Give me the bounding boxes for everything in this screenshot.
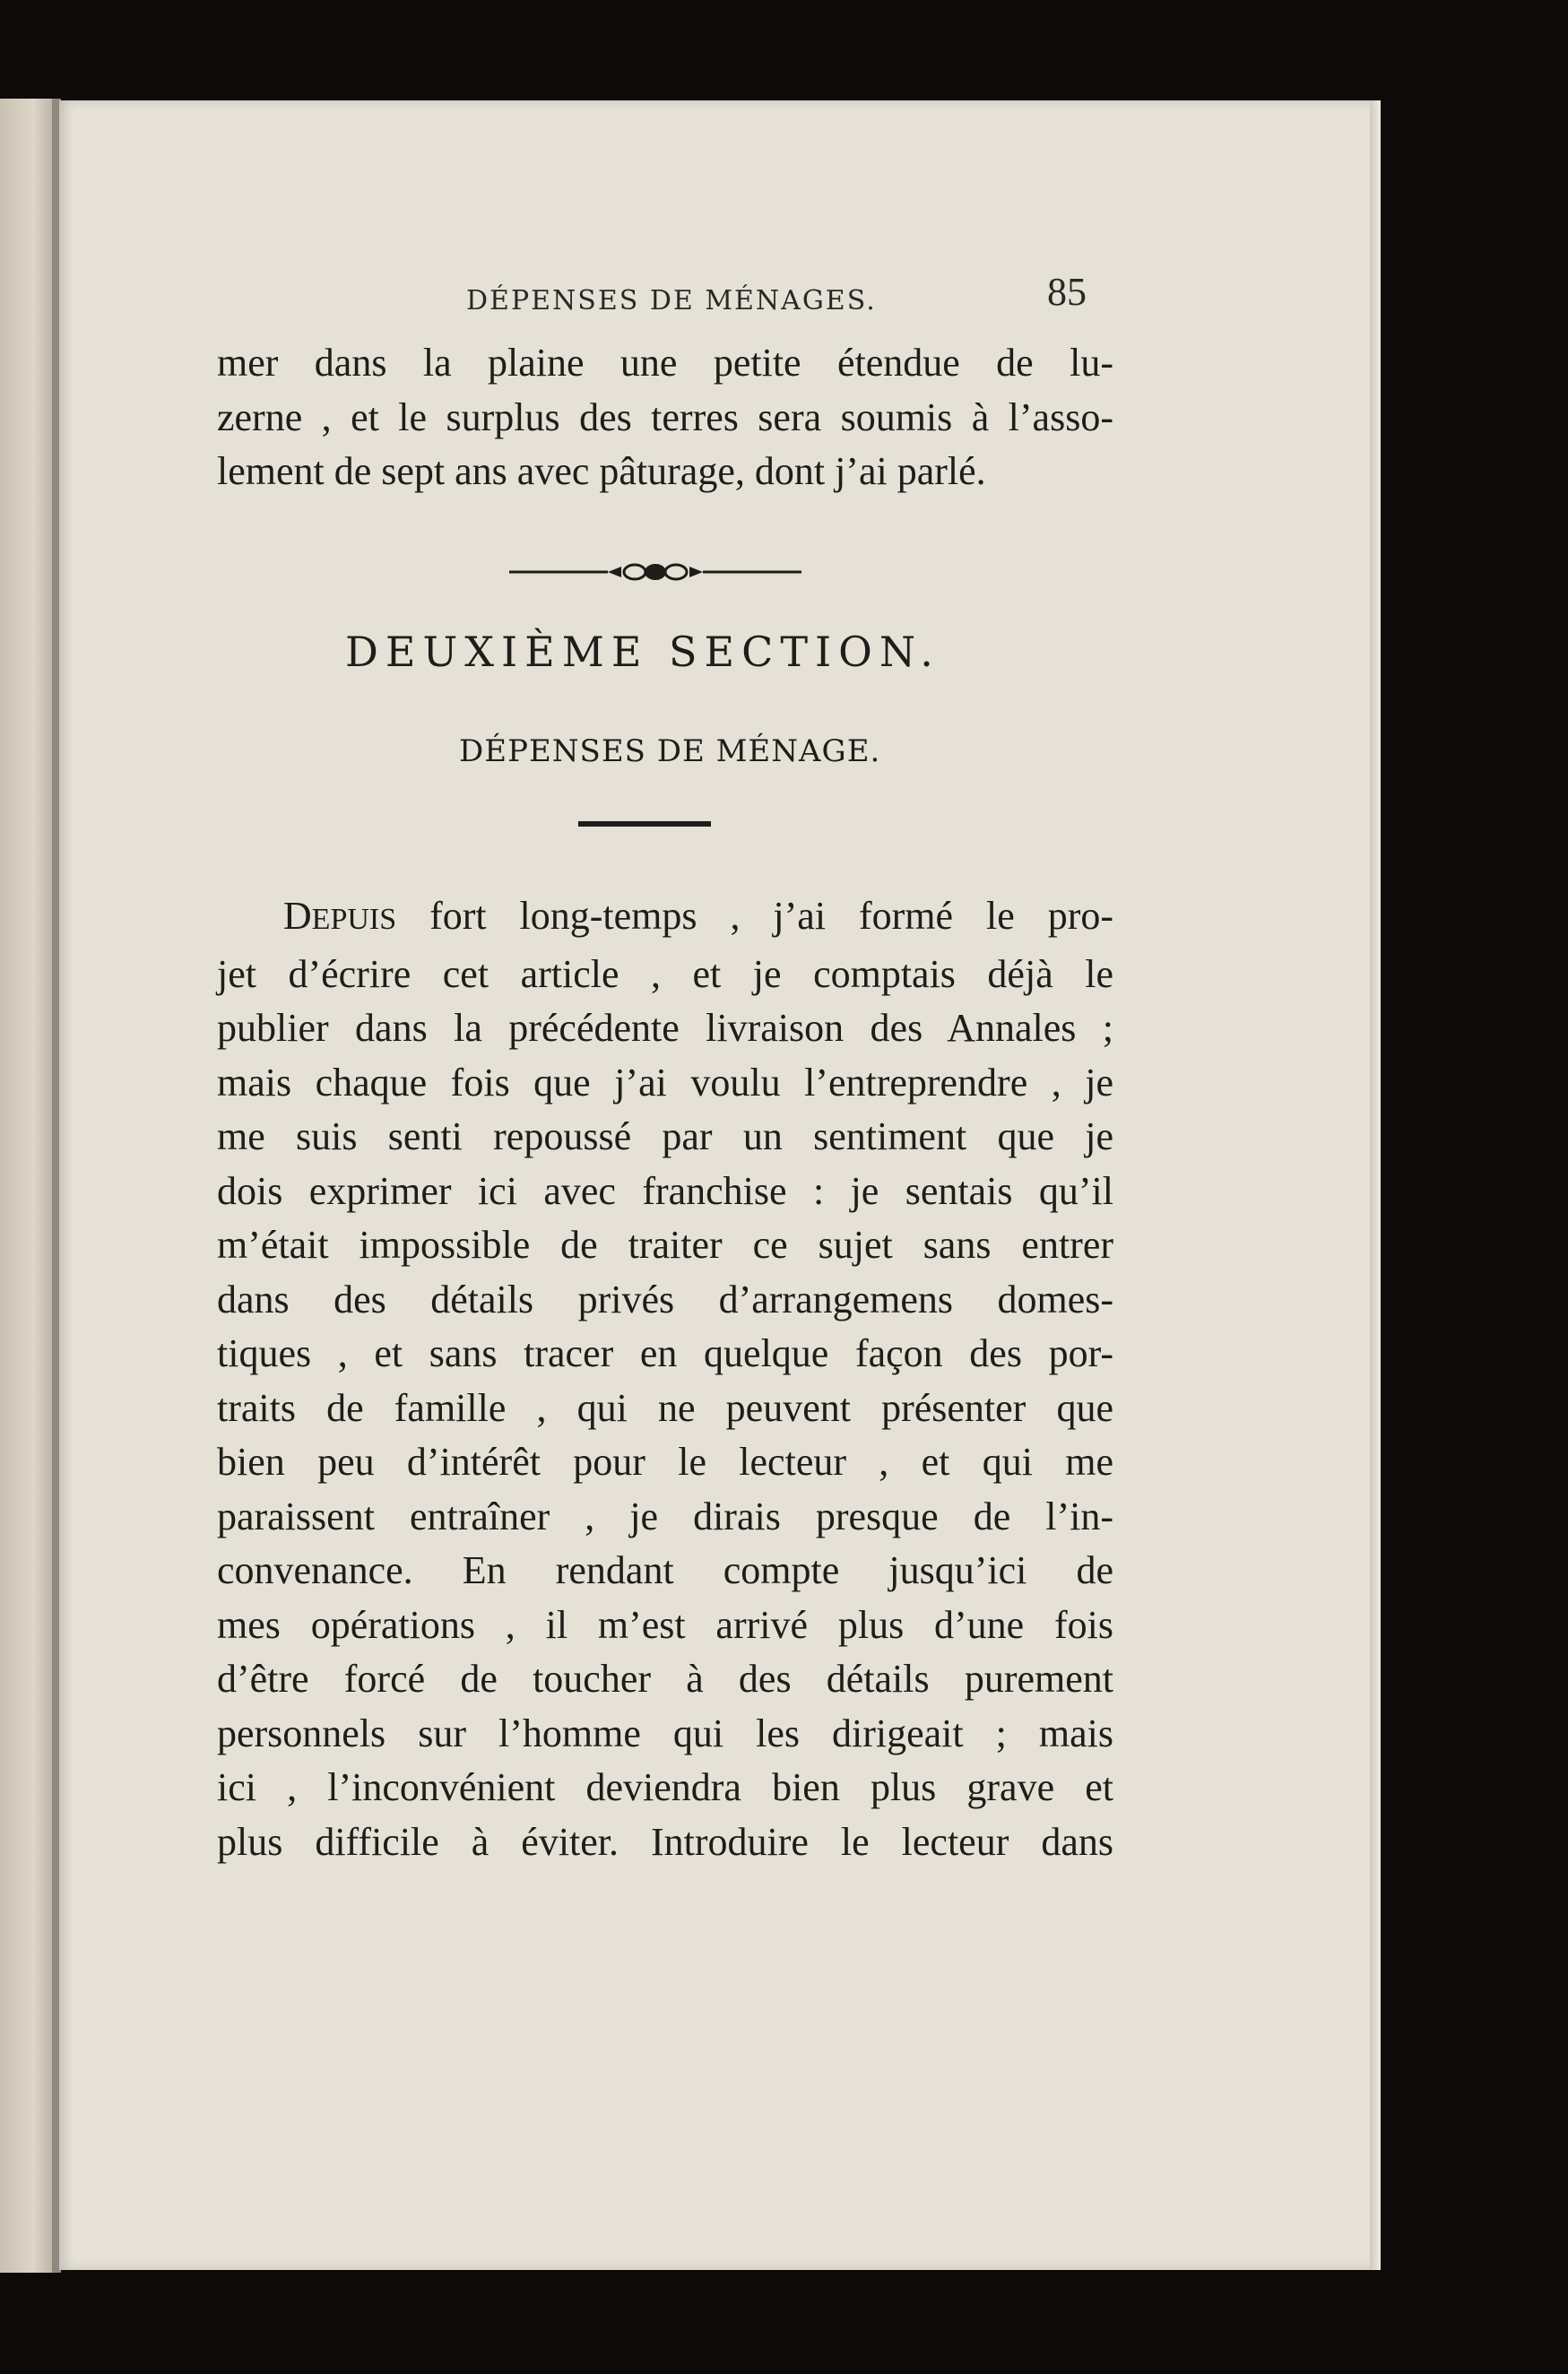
section-subtitle: DÉPENSES DE MÉNAGE. — [459, 733, 881, 769]
page-edge — [1370, 100, 1381, 2270]
text-line-first — [217, 889, 1113, 948]
text-line: m’était impossible de traiter ce sujet sans entrer — [217, 1223, 1113, 1267]
first-line-text: fort long-temps , j’ai formé le pro- — [396, 894, 1113, 938]
text-line: mes opérations , il m’est arrivé plus d’une fois — [217, 1602, 1113, 1647]
main-paragraph — [217, 889, 1113, 1869]
text-line: publier dans la précédente livraison des Annales ; — [217, 1006, 1113, 1050]
text-line: bien peu d’intérêt pour le lecteur , et qui me — [217, 1440, 1113, 1484]
text-line: tiques , et sans tracer en quelque façon des por- — [217, 1331, 1113, 1375]
running-head: DÉPENSES DE MÉNAGES. — [466, 285, 877, 316]
top-paragraph — [217, 336, 1113, 499]
page-number: 85 — [1047, 270, 1087, 314]
previous-page-edge — [0, 99, 56, 2273]
text-line: me suis senti repoussé par un sentiment que je — [217, 1114, 1113, 1158]
section-title: DEUXIÈME SECTION. — [345, 628, 940, 676]
text-line: dans des détails privés d’arrangemens domes- — [217, 1277, 1113, 1321]
text-line: mer dans la plaine une petite étendue de lu- — [217, 341, 1113, 385]
text-line: mais chaque fois que j’ai voulu l’entreprendre , je — [217, 1060, 1113, 1105]
text-line: dois exprimer ici avec franchise : je sentais qu’il — [217, 1168, 1113, 1213]
text-line: personnels sur l’homme qui les dirigeait ; mais — [217, 1711, 1113, 1755]
text-line: convenance. En rendant compte jusqu’ici de — [217, 1548, 1113, 1592]
initial-letter: D — [282, 894, 312, 938]
text-line: ici , l’inconvénient deviendra bien plus grave et — [217, 1765, 1113, 1809]
horizontal-rule — [578, 821, 711, 827]
text-line: jet d’écrire cet article , et je comptais déjà le — [217, 951, 1113, 996]
text-line: paraissent entraîner , je dirais presque de l’in- — [217, 1494, 1113, 1538]
small-caps-word: EPUIS — [311, 903, 397, 936]
ornament-divider-icon — [509, 554, 801, 590]
text-line: plus difficile à éviter. Introduire le lecteur dans — [217, 1819, 1113, 1864]
text-line: d’être forcé de toucher à des détails purement — [217, 1657, 1113, 1701]
text-line: traits de famille , qui ne peuvent présenter que — [217, 1385, 1113, 1430]
text-line: lement de sept ans avec pâturage, dont j’ai parlé. — [217, 449, 986, 493]
text-line: zerne , et le surplus des terres sera soumis à l’asso- — [217, 394, 1113, 439]
